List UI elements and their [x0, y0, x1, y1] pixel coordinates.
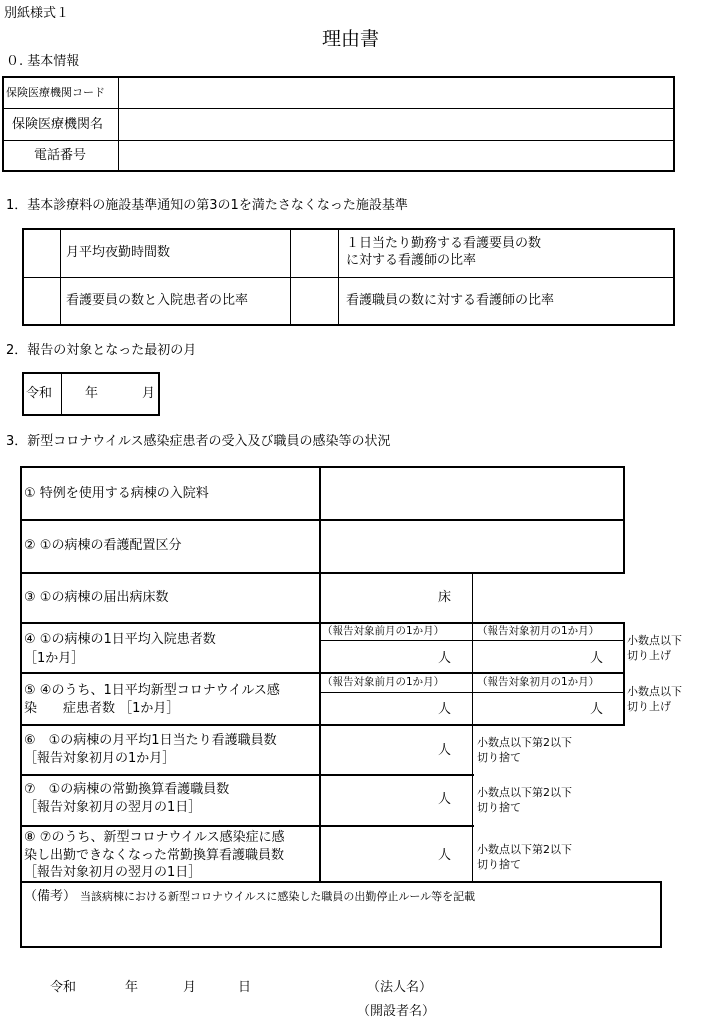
q3-unit: 床 — [438, 590, 452, 605]
section0-heading: ０. 基本情報 — [6, 54, 80, 69]
q2-label: ② ①の病棟の看護配置区分 — [24, 538, 182, 553]
table3-line — [20, 774, 474, 776]
q5-first-field[interactable] — [474, 694, 622, 723]
table3-line — [20, 622, 625, 624]
q5-note-line1: 小数点以下 — [627, 685, 682, 698]
q5-col-first: （報告対象初月の1か月） — [477, 676, 600, 688]
q4-label-line2: ［1か月］ — [24, 651, 85, 666]
table3-top — [20, 466, 625, 468]
q3-field[interactable] — [322, 575, 471, 621]
footer-month: 月 — [183, 980, 197, 995]
basic-info-rowline — [3, 108, 674, 109]
q8-unit: 人 — [438, 848, 452, 863]
first-month-month: 月 — [142, 386, 156, 401]
item-night-hours: 月平均夜勤時間数 — [66, 245, 171, 260]
q1-field[interactable] — [322, 469, 621, 518]
q4-label-line1: ④ ①の病棟の1日平均入院患者数 — [24, 632, 216, 647]
page-title: 理由書 — [322, 28, 380, 50]
item-nurse-ratio-line1: １日当たり勤務する看護要員の数 — [346, 236, 542, 251]
q8-field[interactable] — [322, 828, 471, 880]
table3-line — [20, 519, 625, 521]
q7-note-line1: 小数点以下第2以下 — [477, 786, 572, 799]
q4-first-field[interactable] — [474, 642, 622, 671]
q8-label-line2: 染し出勤できなくなった常勤換算看護職員数 — [24, 848, 285, 863]
footer-corp-name: （法人名） — [367, 980, 433, 995]
q4-prev-field[interactable] — [322, 642, 471, 671]
footer-day: 日 — [238, 980, 252, 995]
q5-label-line2: 染 症患者数 ［1か月］ — [24, 701, 180, 716]
checkbox-staff-patient-ratio[interactable] — [24, 279, 59, 324]
table3-left — [20, 466, 22, 882]
q6-field[interactable] — [322, 727, 471, 773]
table3-line — [20, 572, 625, 574]
q5-prev-field[interactable] — [322, 694, 471, 723]
q8-label-line1: ⑧ ⑦のうち、新型コロナウイルス感染症に感 — [24, 830, 285, 845]
institution-code-field[interactable] — [120, 78, 673, 107]
q6-unit: 人 — [438, 743, 452, 758]
q4-unit-prev: 人 — [438, 651, 452, 666]
section1-heading: 1．基本診療料の施設基準通知の第3の1を満たさなくなった施設基準 — [6, 198, 408, 213]
q7-label-line1: ⑦ ①の病棟の常勤換算看護職員数 — [24, 782, 230, 797]
q8-note-line2: 切り捨て — [477, 858, 521, 871]
q6-note-line2: 切り捨て — [477, 751, 521, 764]
basic-info-divider — [118, 77, 119, 171]
q4-note-line2: 切り上げ — [627, 649, 671, 662]
footer-era: 令和 — [50, 980, 77, 995]
table3-line — [20, 724, 625, 726]
item-nurse-ratio-staff: 看護職員の数に対する看護師の比率 — [346, 293, 555, 308]
q7-field[interactable] — [322, 777, 471, 824]
checkbox-night-hours[interactable] — [24, 230, 59, 276]
q8-note-line1: 小数点以下第2以下 — [477, 843, 572, 856]
q5-unit-prev: 人 — [438, 702, 452, 717]
q7-label-line2: ［報告対象初月の翌月の1日］ — [24, 800, 202, 815]
first-month-era: 令和 — [26, 386, 53, 401]
q2-field[interactable] — [322, 522, 621, 571]
table3-subline — [321, 640, 623, 641]
label-institution-name: 保険医療機関名 — [12, 117, 104, 132]
q7-unit: 人 — [438, 792, 452, 807]
footer-year: 年 — [125, 980, 139, 995]
label-phone: 電話番号 — [34, 148, 87, 163]
section3-heading: 3．新型コロナウイルス感染症患者の受入及び職員の感染等の状況 — [6, 434, 391, 449]
q6-label-line1: ⑥ ①の病棟の月平均1日当たり看護職員数 — [24, 733, 277, 748]
q5-unit-first: 人 — [590, 702, 604, 717]
q4-note-line1: 小数点以下 — [627, 634, 682, 647]
institution-name-field[interactable] — [120, 110, 673, 139]
q5-label-line1: ⑤ ④のうち、1日平均新型コロナウイルス感 — [24, 683, 280, 698]
first-month-year: 年 — [85, 386, 99, 401]
form-label: 別紙様式１ — [4, 6, 70, 21]
q4-unit-first: 人 — [590, 651, 604, 666]
checkbox-nurse-ratio-staff[interactable] — [292, 279, 337, 324]
q6-note-line1: 小数点以下第2以下 — [477, 736, 572, 749]
q4-col-first: （報告対象初月の1か月） — [477, 625, 600, 637]
item-staff-patient-ratio: 看護要員の数と入院患者の比率 — [66, 293, 249, 308]
phone-field[interactable] — [120, 142, 673, 170]
table3-right-mid — [623, 622, 625, 726]
q4-col-prev: （報告対象前月の1か月） — [322, 625, 445, 637]
label-institution-code: 保険医療機関コード — [6, 86, 105, 99]
table3-line — [20, 672, 625, 674]
checkbox-nurse-ratio-daily[interactable] — [292, 230, 337, 276]
basic-info-rowline — [3, 140, 674, 141]
table3-subline — [321, 692, 623, 693]
footer-founder-name: （開設者名） — [357, 1004, 436, 1019]
q5-col-prev: （報告対象前月の1か月） — [322, 676, 445, 688]
criteria-rowline — [23, 277, 674, 278]
q7-note-line2: 切り捨て — [477, 801, 521, 814]
remarks-label: （備考） — [24, 889, 77, 904]
remarks-text: 当該病棟における新型コロナウイルスに感染した職員の出勤停止ルール等を記載 — [80, 890, 476, 903]
section2-heading: 2．報告の対象となった最初の月 — [6, 343, 197, 358]
q6-label-line2: ［報告対象初月の1か月］ — [24, 751, 176, 766]
item-nurse-ratio-line2: に対する看護師の比率 — [346, 253, 477, 268]
table3-mid — [319, 466, 321, 882]
q8-label-line3: ［報告対象初月の翌月の1日］ — [24, 865, 202, 880]
q1-label: ① 特例を使用する病棟の入院料 — [24, 486, 209, 501]
first-month-divider — [61, 373, 62, 415]
q3-label: ③ ①の病棟の届出病床数 — [24, 590, 169, 605]
q5-note-line2: 切り上げ — [627, 700, 671, 713]
table3-line — [20, 825, 474, 827]
table3-col — [472, 572, 473, 882]
